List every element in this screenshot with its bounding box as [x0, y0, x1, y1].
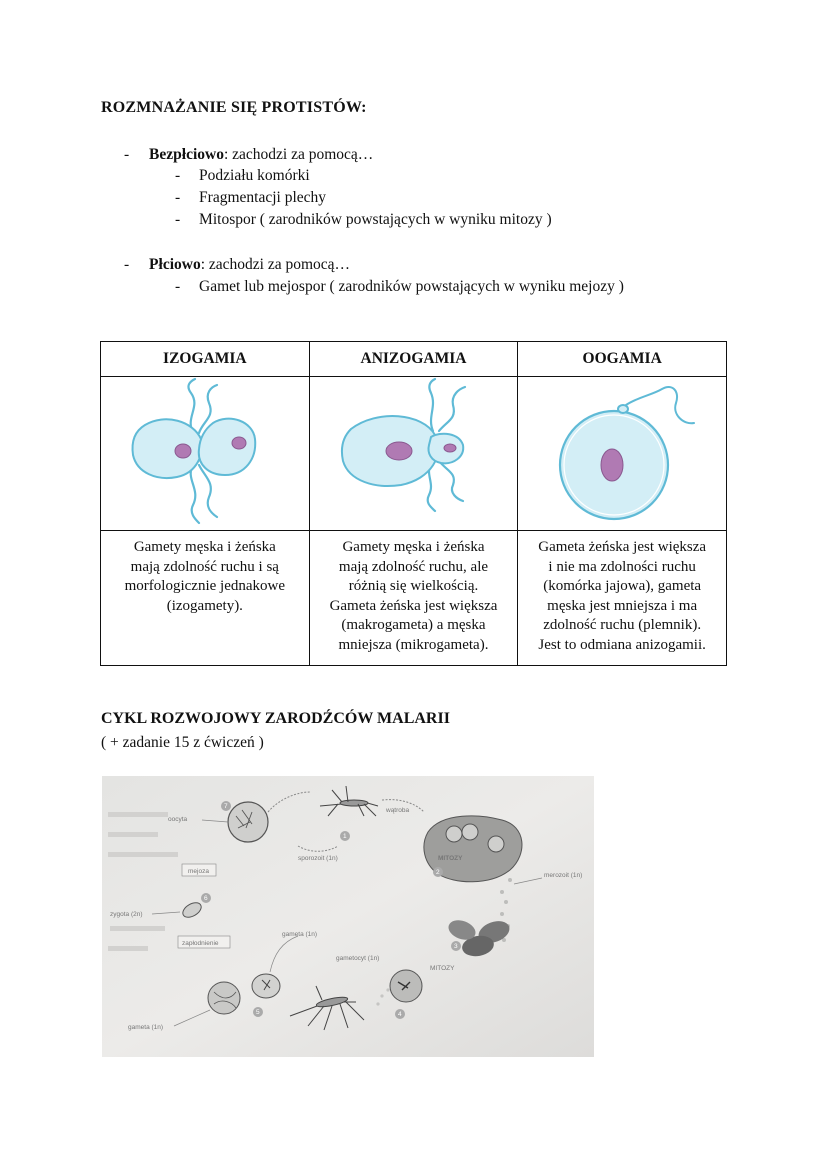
list-item [175, 211, 552, 229]
label-oocyte: oocyta [168, 816, 188, 823]
desc-line: (komórka jajowa), gameta [543, 578, 702, 594]
desc-line: morfologicznie jednakowe [124, 578, 285, 594]
list-item-text: Fragmentacji plechy [199, 189, 327, 206]
oogamy-illustration-cell [518, 377, 727, 531]
desc-line: Gameta żeńska jest większa [329, 597, 498, 614]
label-merozoite: merozoit (1n) [544, 872, 583, 879]
desc-line: mniejsza (mikrogameta). [338, 636, 489, 653]
label-mitosis-1: MITOZY [438, 855, 463, 862]
list-item-text: Podziału komórki [199, 167, 310, 184]
step-2-label: 2 [436, 869, 440, 876]
gamete-male-icon [252, 974, 280, 998]
step-4-label: 4 [398, 1011, 402, 1018]
label-meiosis: mejoza [188, 868, 209, 875]
label-gametocyte: gametocyt (1n) [336, 955, 380, 962]
dash: - [124, 146, 130, 163]
gamy-table [100, 341, 727, 666]
desc-line: zdolność ruchu (plemnik). [543, 617, 702, 633]
exercise-note: ( + zadanie 15 z ćwiczeń ) [101, 734, 264, 751]
step-6-label: 6 [204, 895, 208, 902]
dash: - [175, 211, 181, 228]
step-7-label: 7 [224, 803, 228, 810]
isogamy-illustration [105, 377, 305, 525]
desc-line: Jest to odmiana anizogamii. [538, 636, 706, 653]
sexual-rest: : zachodzi za pomocą… [200, 256, 351, 273]
desc-line: mają zdolność ruchu, ale [338, 558, 489, 575]
bullet-asexual [124, 146, 373, 164]
label-sporozoite: sporozoit (1n) [298, 855, 338, 862]
isogamy-description [101, 531, 310, 666]
isogamy-illustration-cell [101, 377, 310, 531]
oogamy-description [518, 531, 727, 666]
step-3-label: 3 [454, 943, 458, 950]
anisogamy-illustration [313, 377, 513, 525]
list-item [175, 278, 624, 296]
desc-line: Gameta żeńska jest większa [538, 539, 707, 555]
bullet-sexual [124, 256, 350, 274]
heading-malaria-cycle: CYKL ROZWOJOWY ZARODŹCÓW MALARII [101, 710, 450, 727]
step-1-label: 1 [343, 833, 347, 840]
list-item-text: Mitospor ( zarodników powstających w wyniku mitozy ) [199, 211, 552, 228]
label-zygote: zygota (2n) [110, 911, 143, 918]
anisogamy-description [309, 531, 518, 666]
header-oogamy: OOGAMIA [518, 342, 727, 377]
desc-line: męska jest mniejsza i ma [547, 597, 698, 614]
oocyst-icon [228, 802, 268, 842]
desc-line: różnią się wielkością. [348, 578, 479, 594]
heading-protist-reproduction: ROZMNAŻANIE SIĘ PROTISTÓW: [101, 99, 367, 116]
label-mitosis-2: MITOZY [430, 965, 455, 972]
desc-line: (makrogameta) a męska [341, 617, 486, 633]
dash: - [124, 256, 130, 273]
dash: - [175, 278, 181, 295]
dash: - [175, 167, 181, 184]
list-item-text: Gamet lub mejospor ( zarodników powstających w wyniku mejozy ) [199, 278, 624, 295]
oogamy-illustration [522, 377, 722, 525]
dash: - [175, 189, 181, 206]
asexual-term: Bezpłciowo [149, 146, 224, 163]
desc-line: (izogamety). [166, 597, 243, 614]
label-fertilization: zapłodnienie [182, 940, 219, 947]
desc-line: Gamety męska i żeńska [133, 539, 276, 555]
gamete-female-icon [208, 982, 240, 1014]
desc-line: i nie ma zdolności ruchu [548, 558, 696, 575]
header-isogamy: IZOGAMIA [101, 342, 310, 377]
anisogamy-illustration-cell [309, 377, 518, 531]
gametocyte-icon [390, 970, 422, 1002]
list-item [175, 167, 310, 185]
asexual-rest: : zachodzi za pomocą… [223, 146, 374, 163]
malaria-cycle-diagram [102, 776, 594, 1057]
label-liver: wątroba [386, 807, 410, 814]
desc-line: mają zdolność ruchu i są [130, 558, 279, 575]
desc-line: Gamety męska i żeńska [342, 539, 485, 555]
header-anisogamy: ANIZOGAMIA [309, 342, 518, 377]
label-gamete-2: gameta (1n) [128, 1024, 164, 1031]
list-item [175, 189, 326, 207]
step-5-label: 5 [256, 1009, 260, 1016]
label-gamete-1: gameta (1n) [282, 931, 318, 938]
sexual-term: Płciowo [149, 256, 201, 273]
